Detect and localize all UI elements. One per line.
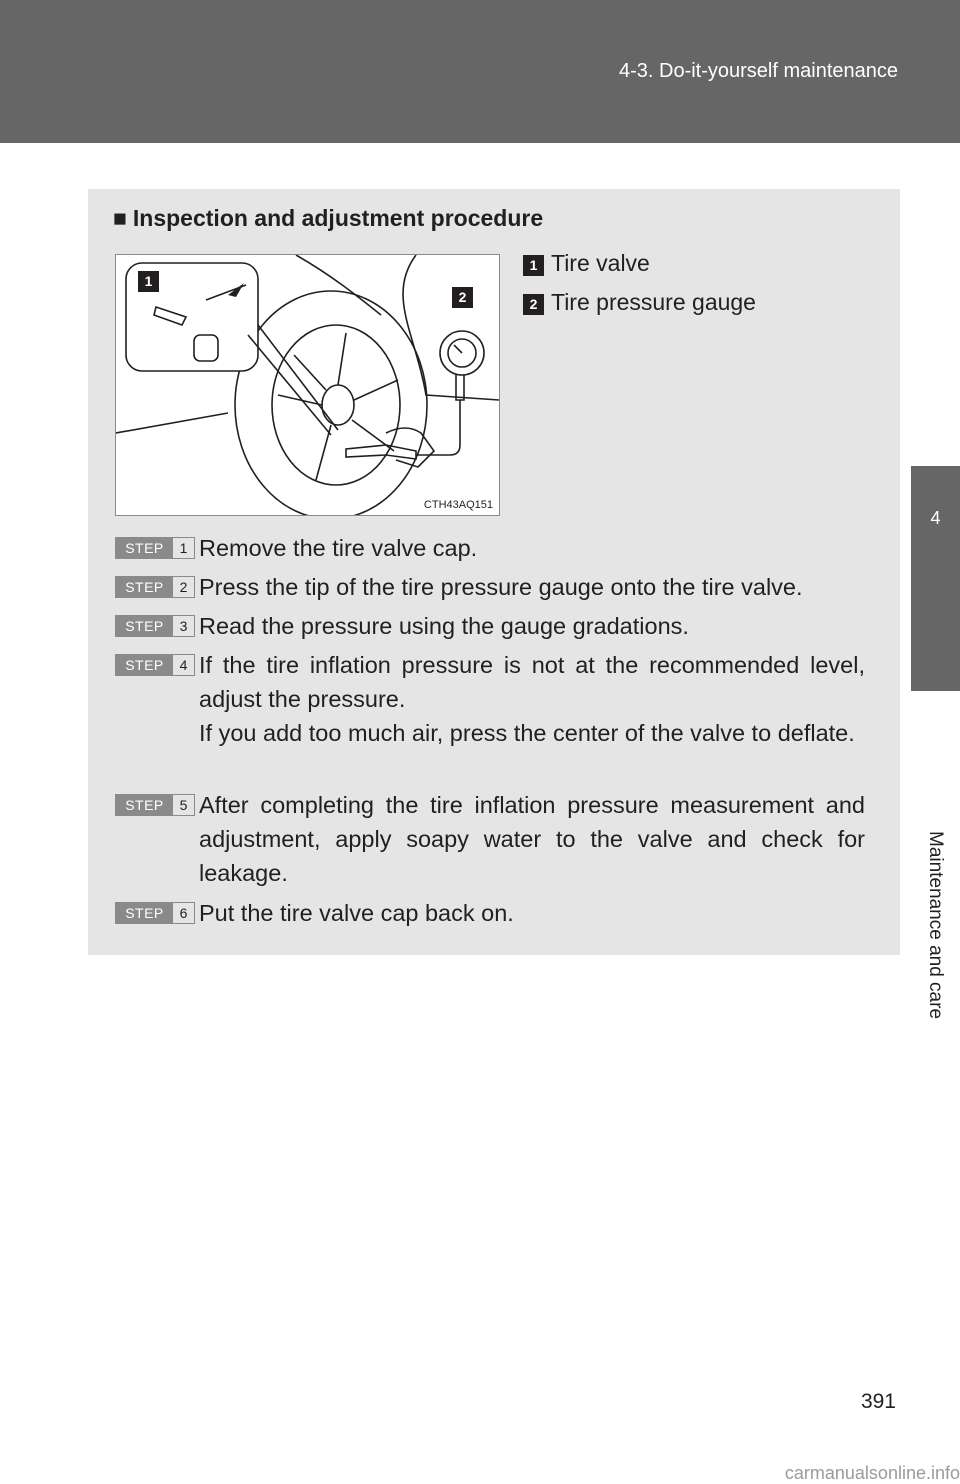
step-badge: STEP 3 <box>115 615 195 637</box>
step-text: Put the tire valve cap back on. <box>199 900 514 926</box>
gauge-hose <box>416 400 460 455</box>
step-4 <box>115 654 865 750</box>
figure-callout-2: 2 <box>452 287 473 308</box>
callout-tire-pressure-gauge <box>523 289 756 315</box>
step-2 <box>115 576 865 604</box>
chapter-tab-number: 4 <box>930 508 941 528</box>
gauge-neck <box>456 375 464 400</box>
gauge-needle <box>454 345 462 353</box>
heading-square-icon: ■ <box>113 205 127 231</box>
step-1 <box>115 537 865 565</box>
step-text: Remove the tire valve cap. <box>199 535 478 561</box>
gauge-chuck <box>346 445 416 459</box>
callout-number-2: 2 <box>523 294 544 315</box>
figure-code: CTH43AQ151 <box>423 499 493 511</box>
chapter-tab-title: Maintenance and care <box>925 830 946 1020</box>
callout-number-1: 1 <box>523 255 544 276</box>
step-badge: STEP 4 <box>115 654 195 676</box>
step-6 <box>115 902 865 930</box>
step-text: If the tire inflation pressure is not at the recommended level, adjust the pressure. <box>199 652 865 712</box>
watermark: carmanualsonline.info <box>784 1463 960 1483</box>
section-title: 4-3. Do-it-yourself maintenance <box>618 60 898 82</box>
chapter-tab[interactable] <box>911 466 960 691</box>
hub <box>322 385 354 425</box>
tire-gauge-drawing <box>116 255 499 515</box>
step-badge: STEP 1 <box>115 537 195 559</box>
step-badge: STEP 5 <box>115 794 195 816</box>
hand <box>386 428 434 467</box>
rim <box>272 325 400 485</box>
page-number: 391 <box>860 1390 896 1413</box>
step-badge: STEP 2 <box>115 576 195 598</box>
callout-tire-valve <box>523 250 650 276</box>
procedure-heading <box>113 205 543 232</box>
inset-leader <box>248 325 338 435</box>
step-text-note: If you add too much air, press the center of the valve to deflate. <box>199 720 855 746</box>
fender-line <box>403 255 499 400</box>
figure-callout-1: 1 <box>138 271 159 292</box>
step-text: After completing the tire inflation pressure measurement and adjustment, apply soapy water to the valve and check for leakage. <box>199 792 865 886</box>
spokes <box>278 333 398 480</box>
step-text: Read the pressure using the gauge gradations. <box>199 613 689 639</box>
procedure-heading-text: Inspection and adjustment procedure <box>132 205 544 231</box>
callout-label-2: Tire pressure gauge <box>551 289 756 315</box>
step-3 <box>115 615 865 643</box>
body-line <box>296 255 381 315</box>
callout-label-1: Tire valve <box>551 250 650 276</box>
step-text: Press the tip of the tire pressure gauge onto the tire valve. <box>199 574 803 600</box>
sill-line <box>116 413 228 433</box>
tire-valve-illustration <box>115 254 500 516</box>
step-badge: STEP 6 <box>115 902 195 924</box>
step-5 <box>115 794 865 890</box>
